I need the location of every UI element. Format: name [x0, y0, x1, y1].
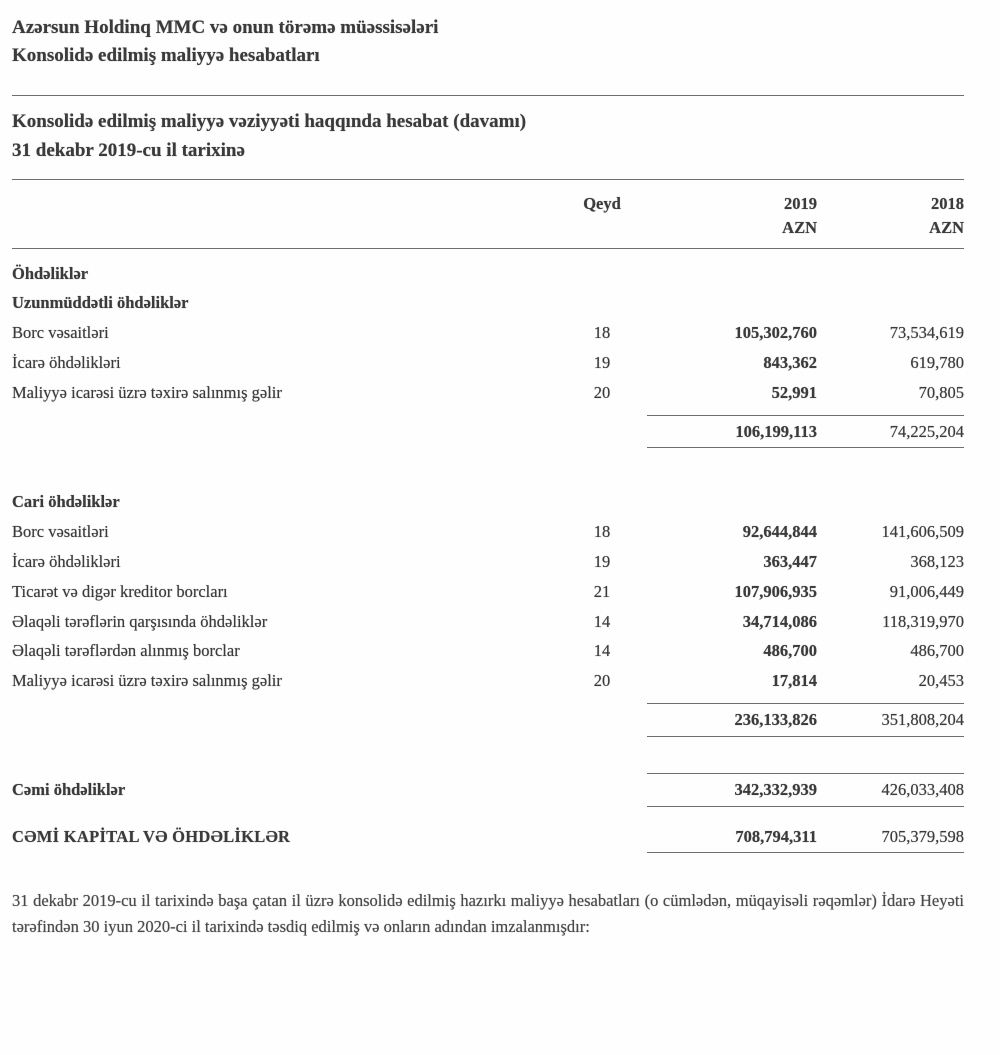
table-row: [12, 517, 964, 547]
row-label: Əlaqəli tərəflərin qarşısında öhdəliklər: [12, 611, 268, 631]
table-row: [12, 607, 964, 637]
table-row: [12, 547, 964, 577]
statement-title: [12, 108, 964, 165]
row-note: 20: [593, 671, 611, 691]
row-label: Borc vəsaitləri: [12, 323, 109, 343]
grand-total-2019: 708,794,311: [647, 827, 817, 854]
currency-2018: AZN: [929, 217, 964, 237]
row-value-2018: 73,534,619: [889, 323, 964, 343]
current-subtotal-row: [12, 698, 964, 742]
section-heading-current: Cari öhdəliklər: [12, 492, 120, 512]
report-type: Konsolidə edilmiş maliyyə hesabatları: [12, 44, 320, 66]
longterm-subtotal-row: [12, 410, 964, 454]
row-label: Əlaqəli tərəflərdən alınmış borclar: [12, 641, 240, 661]
statement-title-line1: Konsolidə edilmiş maliyyə vəziyyəti haqqında hesabat (davamı): [12, 111, 527, 133]
section-row-current: [12, 487, 964, 517]
table-row: [12, 636, 964, 666]
row-value-2018: 118,319,970: [882, 611, 964, 631]
column-header-2019: 2019: [784, 194, 817, 214]
row-value-2019: 17,814: [771, 671, 817, 691]
table-row: [12, 348, 964, 378]
column-header-note: Qeyd: [583, 194, 621, 214]
row-label: İcarə öhdəlikləri: [12, 353, 121, 373]
row-label: Maliyyə icarəsi üzrə təxirə salınmış gəlir: [12, 382, 282, 402]
row-value-2019: 363,447: [763, 552, 817, 572]
column-header-2018: 2018: [931, 194, 964, 214]
currency-header-row: [12, 216, 964, 240]
row-value-2019: 843,362: [763, 353, 817, 373]
row-value-2019: 52,991: [771, 382, 817, 402]
document-header: [12, 14, 964, 69]
divider: [12, 179, 964, 180]
company-name: Azərsun Holdinq MMC və onun törəmə müəssisələri: [12, 17, 439, 38]
total-liabilities-row: [12, 768, 964, 812]
approval-paragraph: 31 dekabr 2019-cu il tarixində başa çatan il üzrə konsolidə edilmiş hazırkı maliyyə hesabatları (o cümlədən, müqayisəli rəqəmlər) İdarə Heyəti tərəfindən 30 iyun 2020-ci il tarixində təsdiq edilmiş və onların adından imzalanmışdır:: [12, 891, 964, 936]
row-note: 19: [593, 552, 611, 572]
row-value-2019: 34,714,086: [742, 611, 817, 631]
subtotal-value-2019: 106,199,113: [647, 415, 817, 449]
section-heading-longterm: Uzunmüddətli öhdəliklər: [12, 293, 189, 313]
statement-title-line2: 31 dekabr 2019-cu il tarixinə: [12, 139, 245, 161]
subtotal-value-2019: 236,133,826: [647, 703, 817, 737]
row-note: 21: [593, 581, 611, 601]
row-value-2018: 486,700: [910, 641, 964, 661]
section-row-liabilities: [12, 259, 964, 289]
row-value-2019: 107,906,935: [734, 581, 817, 601]
column-header-row: [12, 192, 964, 216]
row-value-2018: 70,805: [918, 382, 964, 402]
table-row: [12, 666, 964, 696]
row-value-2019: 486,700: [763, 641, 817, 661]
grand-total-row: [12, 822, 964, 859]
row-note: 14: [593, 611, 611, 631]
row-label: Ticarət və digər kreditor borcları: [12, 581, 228, 601]
currency-2019: AZN: [782, 217, 817, 237]
table-row: [12, 318, 964, 348]
subtotal-value-2018: 74,225,204: [817, 415, 964, 449]
row-value-2018: 20,453: [918, 671, 964, 691]
row-value-2018: 141,606,509: [881, 522, 964, 542]
row-note: 14: [593, 641, 611, 661]
row-note: 20: [593, 382, 611, 402]
grand-total-label: CƏMİ KAPİTAL VƏ ÖHDƏLİKLƏR: [12, 826, 291, 846]
total-liabilities-2019: 342,332,939: [647, 773, 817, 807]
divider: [12, 248, 964, 249]
row-value-2018: 91,006,449: [889, 581, 964, 601]
divider: [12, 95, 964, 96]
subtotal-value-2018: 351,808,204: [817, 703, 964, 737]
row-value-2019: 92,644,844: [742, 522, 817, 542]
row-note: 19: [593, 353, 611, 373]
total-liabilities-2018: 426,033,408: [817, 773, 964, 807]
row-note: 18: [593, 323, 611, 343]
grand-total-2018: 705,379,598: [817, 827, 964, 854]
section-row-longterm: [12, 288, 964, 318]
row-value-2019: 105,302,760: [734, 323, 817, 343]
table-row: [12, 577, 964, 607]
row-label: İcarə öhdəlikləri: [12, 552, 121, 572]
row-label: Maliyyə icarəsi üzrə təxirə salınmış gəlir: [12, 671, 282, 691]
row-label: Borc vəsaitləri: [12, 522, 109, 542]
section-heading-liabilities: Öhdəliklər: [12, 263, 89, 283]
total-liabilities-label: Cəmi öhdəliklər: [12, 779, 126, 799]
row-note: 18: [593, 522, 611, 542]
row-value-2018: 368,123: [910, 552, 964, 572]
row-value-2018: 619,780: [910, 353, 964, 373]
table-row: [12, 378, 964, 408]
